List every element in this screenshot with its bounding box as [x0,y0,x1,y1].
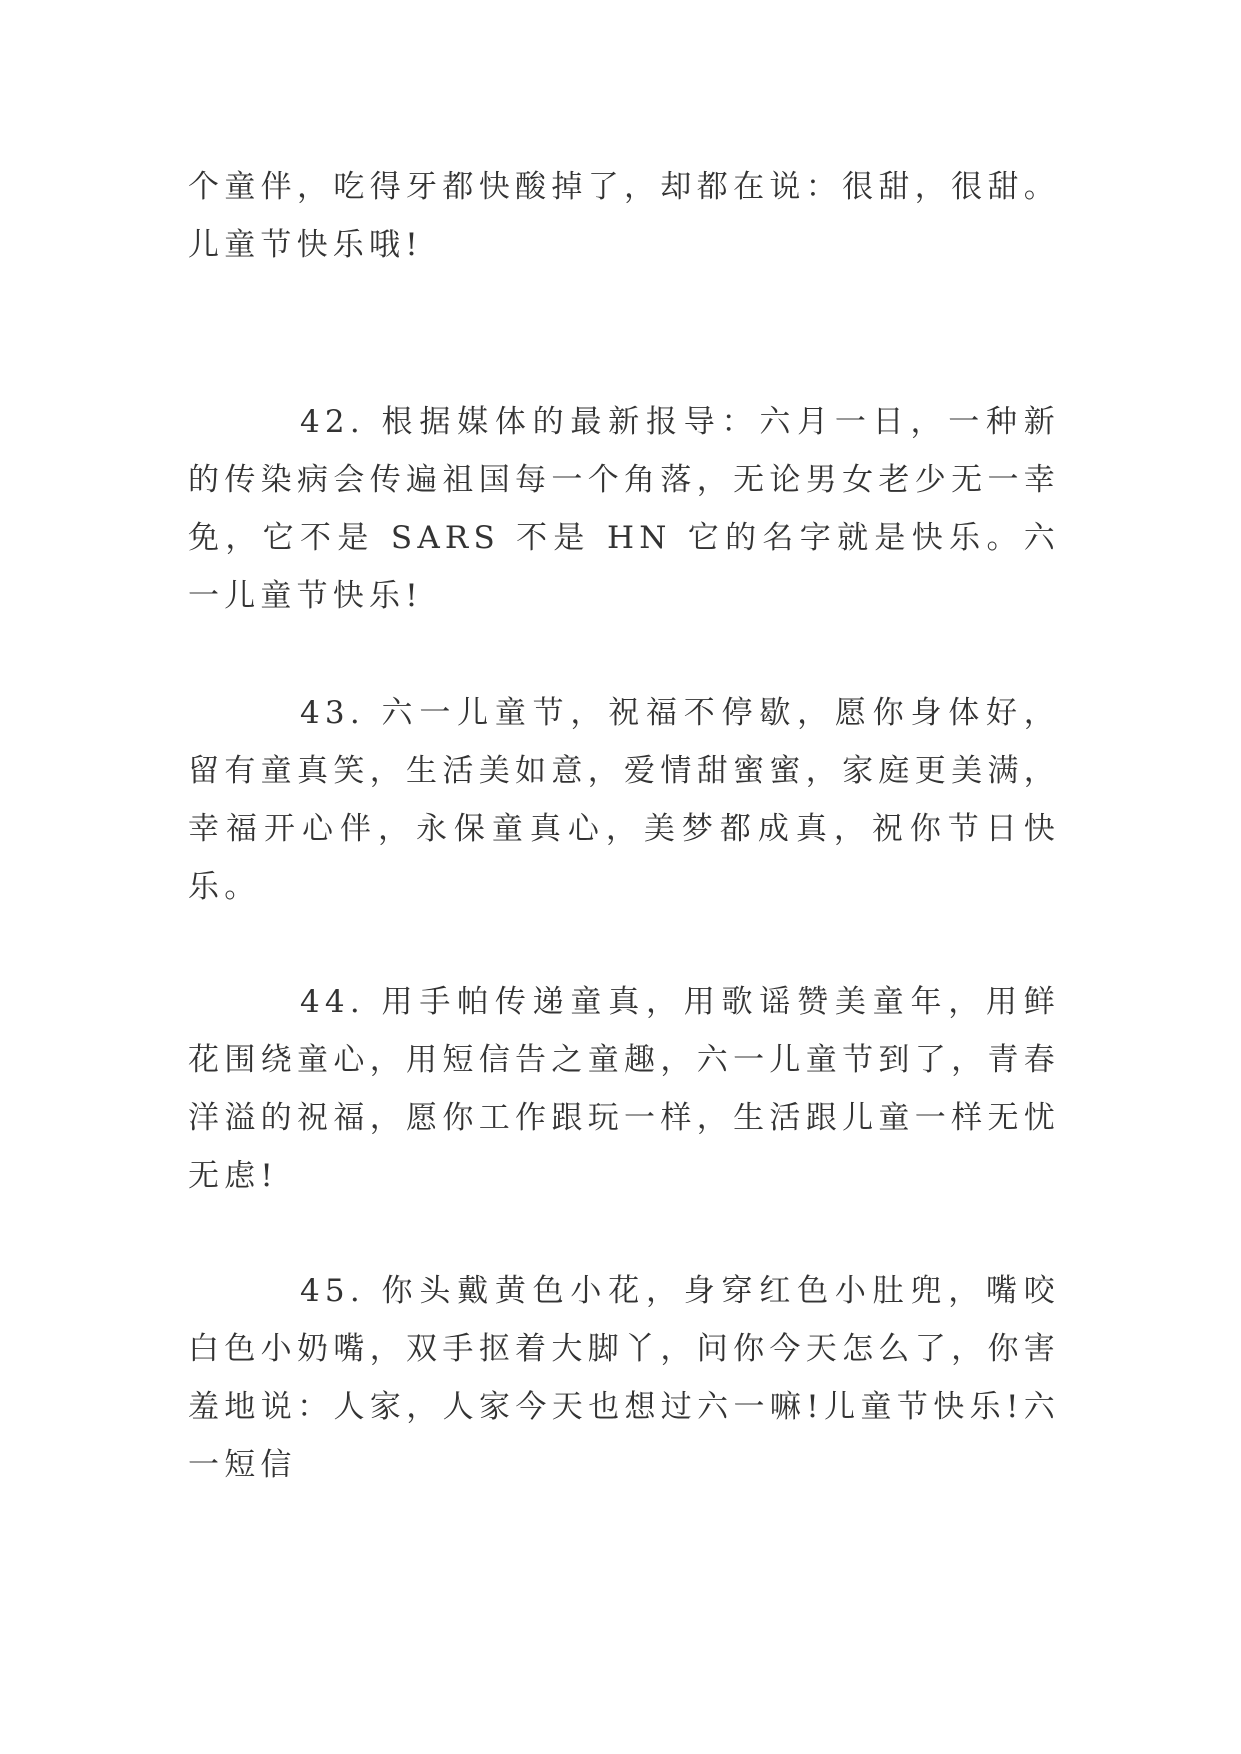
paragraph-item-44: 44. 用手帕传递童真，用歌谣赞美童年，用鲜花围绕童心，用短信告之童趣，六一儿童节到了，青春洋溢的祝福，愿你工作跟玩一样，生活跟儿童一样无忧无虑! [188,984,1060,1194]
paragraph-item-42: 42. 根据媒体的最新报导：六月一日，一种新的传染病会传遍祖国每一个角落，无论男女老少无一幸免，它不是 SARS 不是 HN 它的名字就是快乐。六一儿童节快乐! [188,404,1060,614]
paragraph-continuation: 个童伴，吃得牙都快酸掉了，却都在说：很甜，很甜。儿童节快乐哦! [188,169,1060,263]
paragraph-item-43: 43. 六一儿童节，祝福不停歇，愿你身体好，留有童真笑，生活美如意，爱情甜蜜蜜，家庭更美满，幸福开心伴，永保童真心，美梦都成真，祝你节日快乐。 [188,695,1060,905]
paragraph-item-45: 45. 你头戴黄色小花，身穿红色小肚兜，嘴咬白色小奶嘴，双手抠着大脚丫，问你今天怎么了，你害羞地说：人家，人家今天也想过六一嘛!儿童节快乐!六一短信 [188,1273,1060,1483]
